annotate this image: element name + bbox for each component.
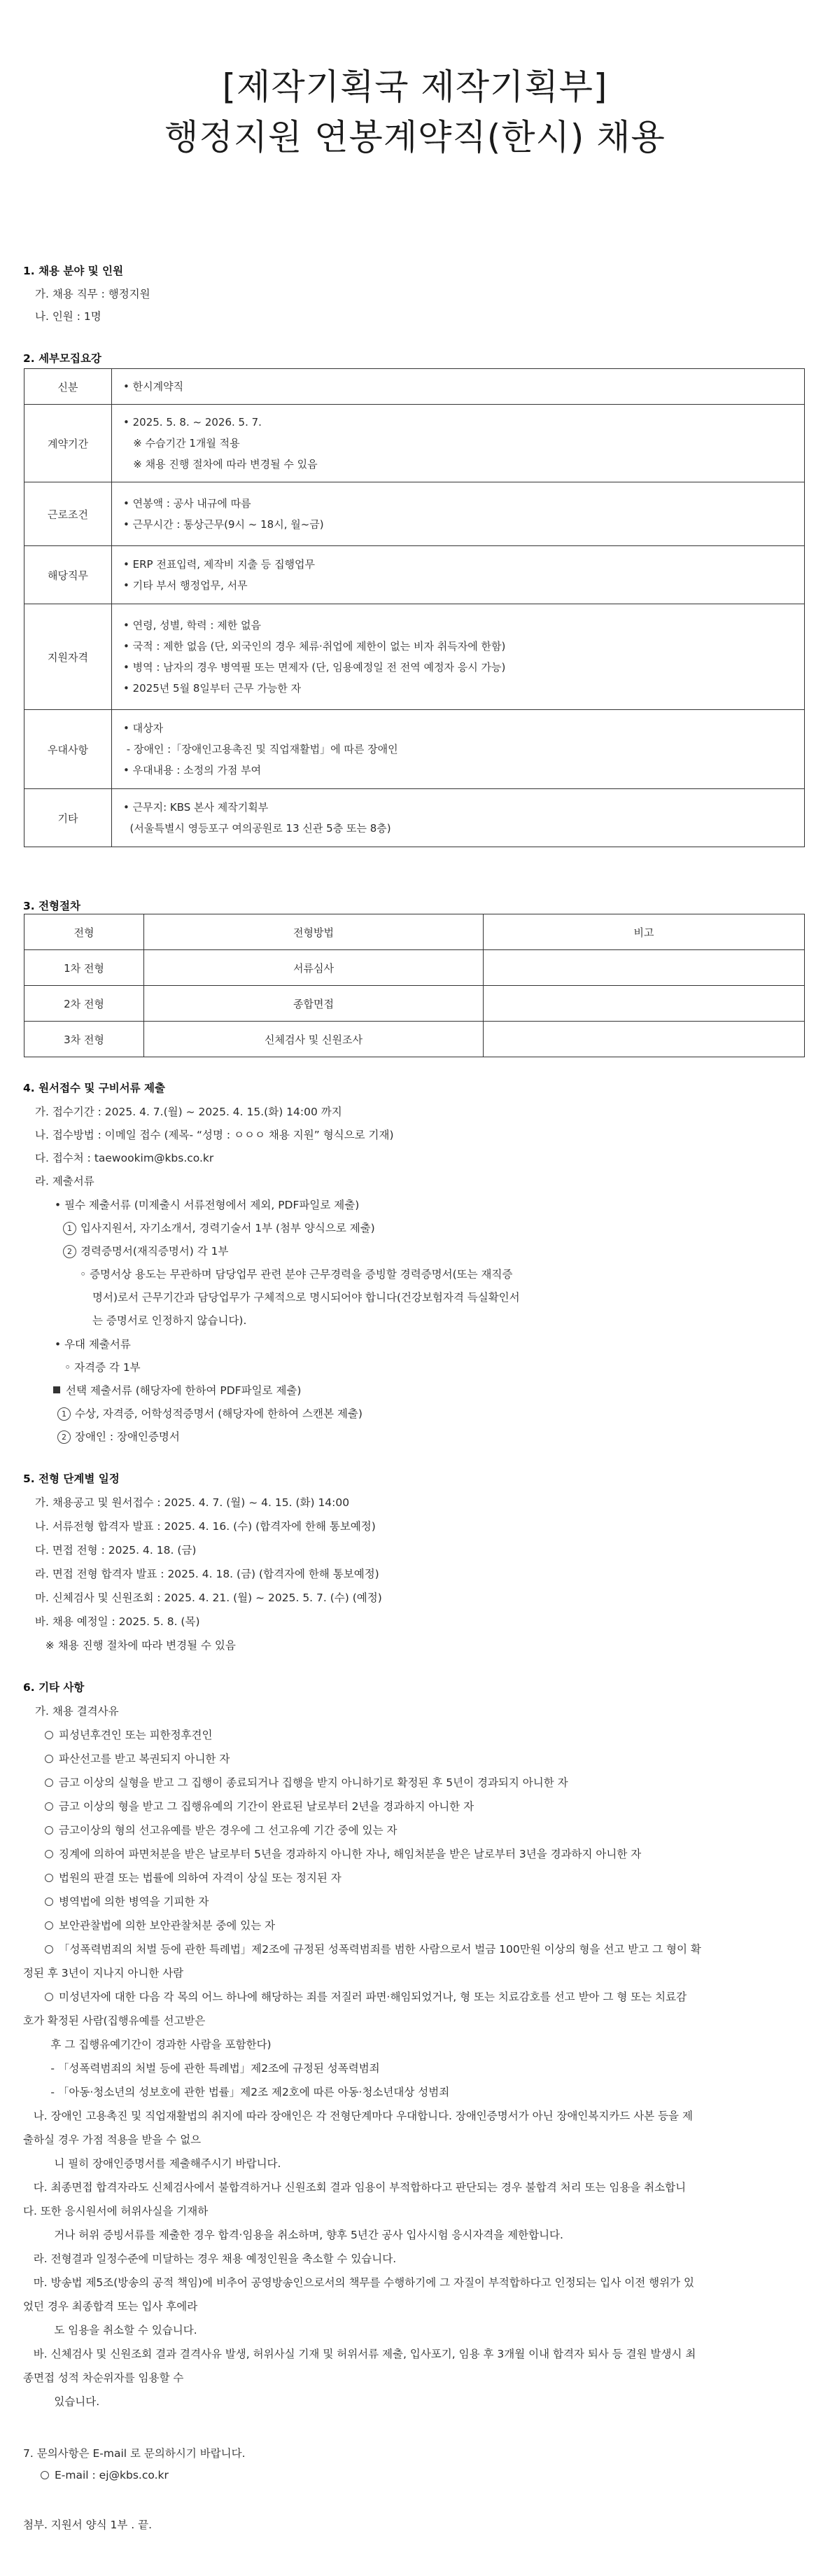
row-content: • 2025. 5. 8. ~ 2026. 5. 7. ※ 수습기간 1개월 적용 ※ 채용 진행 절차에 따라 변경될 수 있음: [112, 405, 805, 482]
s6-broadcast-law-cont: 었던 경우 최종합격 또는 입사 후에라: [23, 2300, 198, 2313]
method-cell: 서류심사: [144, 950, 484, 986]
row-content: • ERP 전표입력, 제작비 지출 등 집행업무 • 기타 부서 행정업무, 서무: [112, 546, 805, 604]
s4-note-line-2: 명서)로서 근무기간과 담당업무가 구체적으로 명시되어야 합니다(건강보험자격 득실확인서: [92, 1291, 520, 1304]
disqualification-item: 미성년자에 대한 다음 각 목의 어느 하나에 해당하는 죄를 저질러 파면·해임되었거나, 형 또는 치료감호를 선고 받아 그 형 또는 치료감: [45, 1989, 687, 2004]
section-3-heading: 3. 전형절차: [23, 900, 80, 912]
header-method: 전형방법: [144, 914, 484, 950]
circle-bullet-icon: [45, 1993, 53, 2001]
circle-bullet-icon: [41, 2471, 49, 2479]
s6-vacancy: 바. 신체검사 및 신원조회 결과 결격사유 발생, 허위사실 기재 및 허위서류 제출, 입사포기, 임용 후 3개월 이내 합격자 퇴사 등 결원 발생시 최: [23, 2348, 696, 2360]
bullet-icon: •: [55, 1338, 65, 1351]
disqualification-item: 금고 이상의 형을 받고 그 집행유예의 기간이 완료된 날로부터 2년을 경과하지 아니한 자: [45, 1798, 474, 1813]
table-row: [24, 1022, 805, 1057]
s4-period: 가. 접수기간 : 2025. 4. 7.(월) ~ 2025. 4. 15.(화) 14:00 까지: [35, 1106, 342, 1118]
table-row: [24, 405, 805, 482]
s4-method: 나. 접수방법 : 이메일 접수 (제목- “성명 : ㅇㅇㅇ 채용 지원” 형식으로 기재): [35, 1129, 394, 1141]
s4-required-item-1: 1 입사지원서, 자기소개서, 경력기술서 1부 (첨부 양식으로 제출): [63, 1220, 375, 1235]
schedule-note: ※ 채용 진행 절차에 따라 변경될 수 있음: [35, 1639, 236, 1652]
table-row: [24, 604, 805, 710]
circled-number-icon: 1: [57, 1407, 71, 1421]
s6-vacancy-cont: 종면접 성적 차순위자를 임용할 수: [23, 2372, 184, 2384]
section-2-heading: 2. 세부모집요강: [23, 352, 101, 365]
s4-required-docs: • 필수 제출서류 (미제출시 서류전형에서 제외, PDF파일로 제출): [55, 1199, 360, 1211]
circle-bullet-icon: [45, 1850, 53, 1858]
circled-number-icon: 1: [63, 1222, 76, 1235]
row-label: 기타: [24, 789, 112, 847]
circle-bullet-icon: [45, 1945, 53, 1954]
s4-email: 다. 접수처 : taewookim@kbs.co.kr: [35, 1152, 214, 1164]
disqualification-item: 징계에 의하여 파면처분을 받은 날로부터 5년을 경과하지 아니한 자나, 해임처분을 받은 날로부터 3년을 경과하지 아니한 자: [45, 1846, 641, 1861]
disqualification-item-cont: 정된 후 3년이 지나지 아니한 사람: [23, 1967, 184, 1979]
s4-preferred-item: ◦ 자격증 각 1부: [64, 1361, 141, 1374]
square-bullet-icon: [53, 1386, 60, 1393]
disqualification-item: 「성폭력범죄의 처벌 등에 관한 특례법」제2조에 규정된 성폭력범죄를 범한 사람으로서 벌금 100만원 이상의 형을 선고 받고 그 형이 확: [45, 1941, 701, 1956]
circled-number-icon: 2: [57, 1430, 71, 1444]
title-line-1: [제작기획국 제작기획부]: [222, 67, 608, 107]
s1-headcount: 나. 인원 : 1명: [35, 310, 101, 323]
section-5-heading: 5. 전형 단계별 일정: [23, 1473, 120, 1485]
note-cell: [484, 950, 805, 986]
table-row: [24, 369, 805, 405]
s6-vacancy-cont: 있습니다.: [23, 2395, 100, 2408]
s4-optional-docs: 선택 제출서류 (해당자에 한하여 PDF파일로 제출): [53, 1382, 301, 1398]
bullet-icon: •: [55, 1199, 65, 1211]
disqualification-item: 금고이상의 형의 선고유예를 받은 경우에 그 선고유예 기간 중에 있는 자: [45, 1822, 398, 1837]
row-label: 우대사항: [24, 710, 112, 789]
s6-broadcast-law-cont: 도 임용을 취소할 수 있습니다.: [23, 2324, 197, 2337]
row-content: • 근무지: KBS 본사 제작기획부 (서울특별시 영등포구 여의공원로 13 신관 5층 또는 8층): [112, 789, 805, 847]
s6-headcount-reduction: 라. 전형결과 일정수준에 미달하는 경우 채용 예정인원을 축소할 수 있습니다.: [23, 2253, 397, 2265]
table-row: [24, 986, 805, 1022]
s4-required-item-2: 2 경력증명서(재직증명서) 각 1부: [63, 1243, 229, 1258]
stage-cell: 1차 전형: [24, 950, 144, 986]
circle-bullet-icon: [45, 1898, 53, 1906]
small-dot-icon: ◦: [64, 1361, 75, 1374]
disqualification-item-cont: 후 그 집행유예기간이 경과한 사람을 포함한다): [23, 2038, 272, 2051]
circle-bullet-icon: [45, 1802, 53, 1811]
row-label: 계약기간: [24, 405, 112, 482]
s6-disability-preference-cont: 니 필히 장애인증명서를 제출해주시기 바랍니다.: [23, 2157, 281, 2170]
row-content: • 연령, 성별, 학력 : 제한 없음 • 국적 : 제한 없음 (단, 외국인의 경우 체류·취업에 제한이 없는 비자 취득자에 한함) • 병역 : 남자의 경우 병역필 또는 면제자 (단, 임용예정일 전 전역 예정자 응시 가능) • 2025년 5월 8일부터 근무 가능한 자: [112, 604, 805, 710]
disqualification-subitem: - 「아동·청소년의 성보호에 관한 법률」제2조 제2호에 따른 아동·청소년대상 성범죄: [23, 2086, 450, 2098]
table-row: [24, 710, 805, 789]
table-row: [24, 789, 805, 847]
circle-bullet-icon: [45, 1731, 53, 1739]
contact-email: E-mail : ej@kbs.co.kr: [41, 2469, 169, 2481]
circle-bullet-icon: [45, 1826, 53, 1834]
circle-bullet-icon: [45, 1778, 53, 1787]
row-content: • 대상자 - 장애인 :「장애인고용촉진 및 직업재활법」에 따른 장애인 • 우대내용 : 소정의 가점 부여: [112, 710, 805, 789]
s6-cancellation-cont: 거나 허위 증빙서류를 제출한 경우 합격·임용을 취소하며, 향후 5년간 공사 입사시험 응시자격을 제한합니다.: [23, 2229, 563, 2241]
disqualification-item: 보안관찰법에 의한 보안관찰처분 중에 있는 자: [45, 1917, 275, 1933]
circled-number-icon: 2: [63, 1245, 76, 1258]
page-title: [0, 0, 830, 162]
note-cell: [484, 986, 805, 1022]
s4-note-line-1: ◦ 증명서상 용도는 무관하며 담당업무 관련 분야 근무경력을 증빙할 경력증명서(또는 재직증: [80, 1268, 513, 1281]
s6-disability-preference: 나. 장애인 고용촉진 및 직업재활법의 취지에 따라 장애인은 각 전형단계마다 우대합니다. 장애인증명서가 아닌 장애인복지카드 사본 등을 제: [23, 2110, 693, 2122]
stage-cell: 2차 전형: [24, 986, 144, 1022]
circle-bullet-icon: [45, 1755, 53, 1763]
s1-job: 가. 채용 직무 : 행정지원: [35, 288, 150, 300]
row-label: 지원자격: [24, 604, 112, 710]
schedule-line: 가. 채용공고 및 원서접수 : 2025. 4. 7. (월) ~ 4. 15. (화) 14:00: [35, 1496, 350, 1509]
note-cell: [484, 1022, 805, 1057]
section-1-heading: 1. 채용 분야 및 인원: [23, 265, 124, 277]
table-row: [24, 950, 805, 986]
disqualification-item: 법원의 판결 또는 법률에 의하여 자격이 상실 또는 정지된 자: [45, 1870, 342, 1885]
stage-cell: 3차 전형: [24, 1022, 144, 1057]
selection-process-table: [24, 914, 805, 1057]
disqualification-item-cont: 호가 확정된 사람(집행유예를 선고받은: [23, 2014, 206, 2027]
s6-broadcast-law: 마. 방송법 제5조(방송의 공적 책임)에 비추어 공영방송인으로서의 책무를 수행하기에 그 자질이 부적합하다고 인정되는 입사 이전 행위가 있: [23, 2276, 694, 2289]
table-row: [24, 546, 805, 604]
schedule-line: 나. 서류전형 합격자 발표 : 2025. 4. 16. (수) (합격자에 한해 통보예정): [35, 1520, 376, 1533]
schedule-line: 라. 면접 전형 합격자 발표 : 2025. 4. 18. (금) (합격자에 한해 통보예정): [35, 1568, 379, 1580]
table-row: [24, 482, 805, 546]
s6-cancellation: 다. 최종면접 합격자라도 신체검사에서 불합격하거나 신원조회 결과 임용이 부적합하다고 판단되는 경우 불합격 처리 또는 임용을 취소합니: [23, 2181, 687, 2194]
disqualification-item: 금고 이상의 실형을 받고 그 집행이 종료되거나 집행을 받지 아니하기로 확정된 후 5년이 경과되지 아니한 자: [45, 1774, 568, 1790]
section-1: [23, 263, 123, 278]
method-cell: 신체검사 및 신원조사: [144, 1022, 484, 1057]
disqualification-subitem: - 「성폭력범죄의 처벌 등에 관한 특례법」제2조에 규정된 성폭력범죄: [23, 2062, 380, 2075]
circle-bullet-icon: [45, 1874, 53, 1882]
row-content: • 연봉액 : 공사 내규에 따름 • 근무시간 : 통상근무(9시 ~ 18시, 월~금): [112, 482, 805, 546]
title-line-2: 행정지원 연봉계약직(한시) 채용: [164, 117, 666, 158]
section-6-heading: 6. 기타 사항: [23, 1681, 85, 1694]
s4-preferred-docs: • 우대 제출서류: [55, 1338, 131, 1351]
schedule-line: 바. 채용 예정일 : 2025. 5. 8. (목): [35, 1615, 200, 1628]
recruitment-details-table: [24, 368, 805, 847]
s4-optional-item-1: 1 수상, 자격증, 어학성적증명서 (해당자에 한하여 스캔본 제출): [57, 1405, 363, 1421]
disqualification-item: 파산선고를 받고 복권되지 아니한 자: [45, 1750, 230, 1766]
section-4-heading: 4. 원서접수 및 구비서류 제출: [23, 1082, 165, 1094]
header-stage: 전형: [24, 914, 144, 950]
section-7-heading: 7. 문의사항은 E-mail 로 문의하시기 바랍니다.: [23, 2447, 246, 2460]
row-content: • 한시계약직: [112, 369, 805, 405]
circle-bullet-icon: [45, 1921, 53, 1930]
schedule-line: 다. 면접 전형 : 2025. 4. 18. (금): [35, 1544, 197, 1557]
s4-note-line-3: 는 증명서로 인정하지 않습니다).: [92, 1314, 247, 1327]
disqualification-item: 피성년후견인 또는 피한정후견인: [45, 1727, 212, 1742]
row-label: 근로조건: [24, 482, 112, 546]
schedule-line: 마. 신체검사 및 신원조회 : 2025. 4. 21. (월) ~ 2025. 5. 7. (수) (예정): [35, 1592, 382, 1604]
method-cell: 종합면접: [144, 986, 484, 1022]
s6-disability-preference-cont: 출하실 경우 가점 적용을 받을 수 없으: [23, 2133, 202, 2146]
small-dot-icon: ◦: [80, 1268, 90, 1281]
row-label: 신분: [24, 369, 112, 405]
s6-cancellation-cont: 다. 또한 응시원서에 허위사실을 기재하: [23, 2205, 209, 2218]
s6-disqualification-title: 가. 채용 결격사유: [35, 1705, 119, 1718]
header-note: 비고: [484, 914, 805, 950]
s4-documents: 라. 제출서류: [35, 1175, 94, 1188]
attachment-note: 첨부. 지원서 양식 1부 . 끝.: [23, 2519, 153, 2531]
disqualification-item: 병역법에 의한 병역을 기피한 자: [45, 1893, 209, 1909]
row-label: 해당직무: [24, 546, 112, 604]
table-header-row: [24, 914, 805, 950]
s4-optional-item-2: 2 장애인 : 장애인증명서: [57, 1428, 180, 1444]
